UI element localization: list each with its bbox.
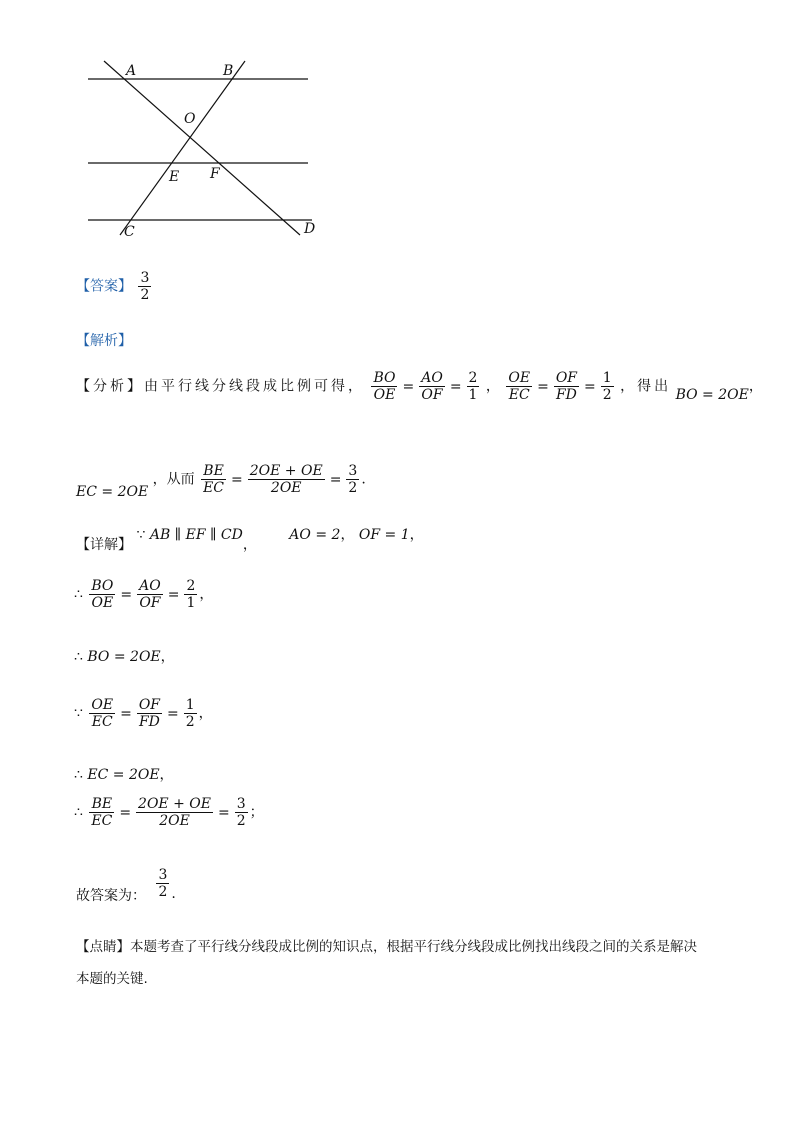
fraction: $\frac{OE}{EC}$ [508, 370, 531, 404]
line-bc [120, 61, 245, 235]
result-ec: EC = 2OE [76, 483, 149, 500]
label-d: D [304, 221, 316, 237]
analysis-tag: 【解析】 [76, 333, 132, 349]
result-bo: BO = 2OE [675, 386, 749, 403]
fenxi-line-2: EC = 2OE ，从而 $\frac{BE}{EC}$ = $\frac{2OE + OE}{2OE}$ = $\frac{3}{2}$ . [76, 463, 366, 500]
fraction: $\frac{2}{1}$ [468, 370, 478, 404]
fenxi-tag: 【分析】由平行线分线段成比例可得， [76, 378, 365, 395]
label-o: O [184, 111, 196, 127]
answer-fraction: $\frac{3}{2}$ [140, 270, 150, 304]
parallel-statement: AB ∥ EF ∥ CD [149, 527, 243, 543]
label-b: B [223, 63, 234, 79]
fraction: $\frac{1}{2}$ [602, 370, 612, 404]
answer-row [76, 270, 153, 303]
fraction: $\frac{AO}{OF}$ [421, 370, 443, 404]
geometry-figure [80, 55, 320, 245]
detail-tag: 【详解】 [76, 537, 132, 553]
fraction: $\frac{BO}{OE}$ [373, 370, 396, 404]
fraction: $\frac{OF}{FD}$ [555, 370, 578, 404]
fenxi-line-1: 【分析】由平行线分线段成比例可得， $\frac{BO}{OE}$ = $\frac{AO}{OF}$ = $\frac{2}{1}$ ， $\frac{OE}{EC}$ = $\frac{OF}{FD}$ = $\frac{1}{2}$ ，得出 BO = 2OE， [76, 370, 763, 404]
final-answer: 故答案为： $\frac{3}{2}$ . [76, 867, 176, 904]
label-c: C [124, 224, 135, 240]
detail-step-4: ∴ EC = 2OE， [74, 767, 174, 783]
fraction: $\frac{BE}{EC}$ [203, 463, 225, 497]
fraction: $\frac{2OE + OE}{2OE}$ [249, 463, 323, 497]
detail-line-1: 【详解】 ∵ AB ∥ EF ∥ CD， AO = 2， OF = 1， [76, 527, 424, 553]
line-ad [104, 61, 300, 235]
comment-line-2: 本题的关键. [76, 971, 148, 987]
fraction: $\frac{3}{2}$ [348, 463, 358, 497]
label-f: F [210, 166, 220, 182]
comment-line-1: 【点睛】本题考查了平行线分线段成比例的知识点，根据平行线分线段成比例找出线段之间的关系是解决 [76, 939, 697, 955]
detail-step-1: ∴ $\frac{BO}{OE}$ = $\frac{AO}{OF}$ = $\frac{2}{1}$ ， [74, 578, 214, 612]
detail-step-5: ∴ $\frac{BE}{EC}$ = $\frac{2OE + OE}{2OE}$ = $\frac{3}{2}$ ； [74, 796, 264, 830]
of-value: OF = 1 [358, 527, 410, 543]
detail-step-3: ∵ $\frac{OE}{EC}$ = $\frac{OF}{FD}$ = $\frac{1}{2}$ ， [74, 697, 213, 731]
ao-value: AO = 2 [289, 527, 341, 543]
label-a: A [126, 63, 137, 79]
label-e: E [169, 169, 180, 185]
detail-step-2: ∴ BO = 2OE， [74, 649, 175, 665]
answer-tag: 【答案】 [76, 278, 132, 295]
